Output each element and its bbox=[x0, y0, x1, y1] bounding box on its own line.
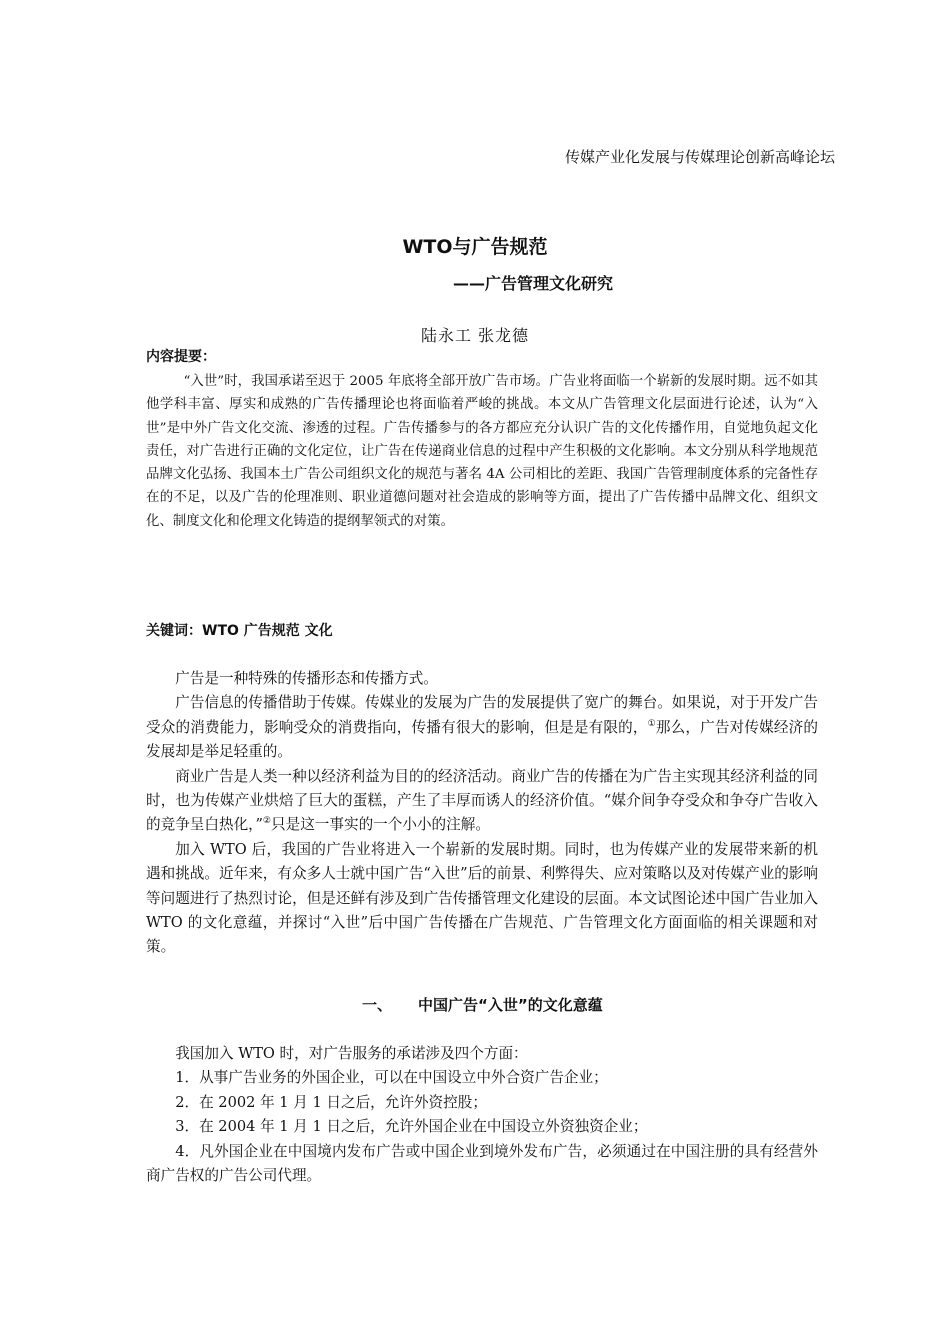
footnote-marker: ① bbox=[647, 718, 656, 729]
list-intro: 我国加入 WTO 时，对广告服务的承诺涉及四个方面： bbox=[175, 1045, 528, 1062]
paragraph: 广告是一种特殊的传播形态和传播方式。 bbox=[175, 670, 438, 687]
running-header: 传媒产业化发展与传媒理论创新高峰论坛 bbox=[564, 148, 835, 166]
keywords: 关键词：WTO 广告规范 文化 bbox=[146, 623, 333, 639]
section-title: 中国广告“入世”的文化意蕴 bbox=[418, 996, 603, 1014]
authors: 陆永工 张龙德 bbox=[420, 326, 530, 345]
paragraph-text: 商业广告是人类一种以经济利益为目的的经济活动。商业广告的传播在为广告主实现其经济利益的同时，也为传媒产业烘焙了巨大的蛋糕，产生了丰厚而诱人的经济价值。“媒介间争夺受众和争夺广告收入的竞争呈白热化，” bbox=[146, 767, 818, 834]
paper-title: WTO与广告规范 bbox=[402, 236, 548, 258]
list-item: 2．在 2002 年 1 月 1 日之后，允许外资控股； bbox=[175, 1093, 487, 1111]
abstract-text: “入世”时，我国承诺至迟于 2005 年底将全部开放广告市场。广告业将面临一个崭新的发展时期。远不如其他学科丰富、厚实和成熟的广告传播理论也将面临着严峻的挑战。本文从广告管理文化层面进行论述，认为“入世”是中外广告文化交流、渗透的过程。广告传播参与的各方都应充分认识广告的文化传播作用，自觉地负起文化责任，对广告进行正确的文化定位，让广告在传递商业信息的过程中产生积极的文化影响。本文分别从科学地规范品牌文化弘扬、我国本土广告公司组织文化的规范与著名 4A 公司相比的差距、我国广告管理制度体系的完备性存在的不足，以及广告的伦理准则、职业道德问题对社会造成的影响等方面，提出了广告传播中品牌文化、组织文化、制度文化和伦理文化铸造的提纲挈领式的对策。 bbox=[146, 374, 818, 529]
footnote-marker: ② bbox=[262, 816, 271, 827]
body-text bbox=[146, 667, 818, 960]
abstract-label: 内容提要： bbox=[146, 349, 216, 365]
paragraph bbox=[146, 691, 818, 764]
paper-subtitle: ——广告管理文化研究 bbox=[453, 274, 614, 293]
section-heading bbox=[362, 994, 603, 1015]
paragraph bbox=[146, 765, 818, 838]
list-item: 1．从事广告业务的外国企业，可以在中国设立中外合资广告企业； bbox=[175, 1069, 608, 1087]
paragraph-text: 广告信息的传播借助于传媒。传媒业的发展为广告的发展提供了宽广的舞台。如果说，对于开发广告受众的消费能力，影响受众的消费指向，传播有很大的影响，但是是有限的， bbox=[146, 694, 818, 736]
list-item: 3．在 2004 年 1 月 1 日之后，允许外国企业在中国设立外资独资企业； bbox=[175, 1118, 648, 1136]
paragraph: 加入 WTO 后，我国的广告业将进入一个崭新的发展时期。同时，也为传媒产业的发展带来新的机遇和挑战。近年来，有众多人士就中国广告“入世”后的前景、利弊得失、应对策略以及对传媒产业的影响等问题进行了热烈讨论，但是还鲜有涉及到广告传播管理文化建设的层面。本文试图论述中国广告业加入 WTO 的文化意蕴，并探讨“入世”后中国广告传播在广告规范、广告管理文化方面面临的相关课题和对策。 bbox=[146, 840, 818, 956]
list-item: 4．凡外国企业在中国境内发布广告或中国企业到境外发布广告，必须通过在中国注册的具有经营外商广告权的广告公司代理。 bbox=[146, 1142, 818, 1185]
section-number: 一、 bbox=[362, 996, 393, 1014]
paragraph-text: 那么，广告对传媒经济的发展却是举足轻重的。 bbox=[146, 718, 818, 761]
commitment-list bbox=[146, 1042, 818, 1188]
paragraph-text: 只是这一事实的一个小小的注解。 bbox=[271, 816, 490, 834]
